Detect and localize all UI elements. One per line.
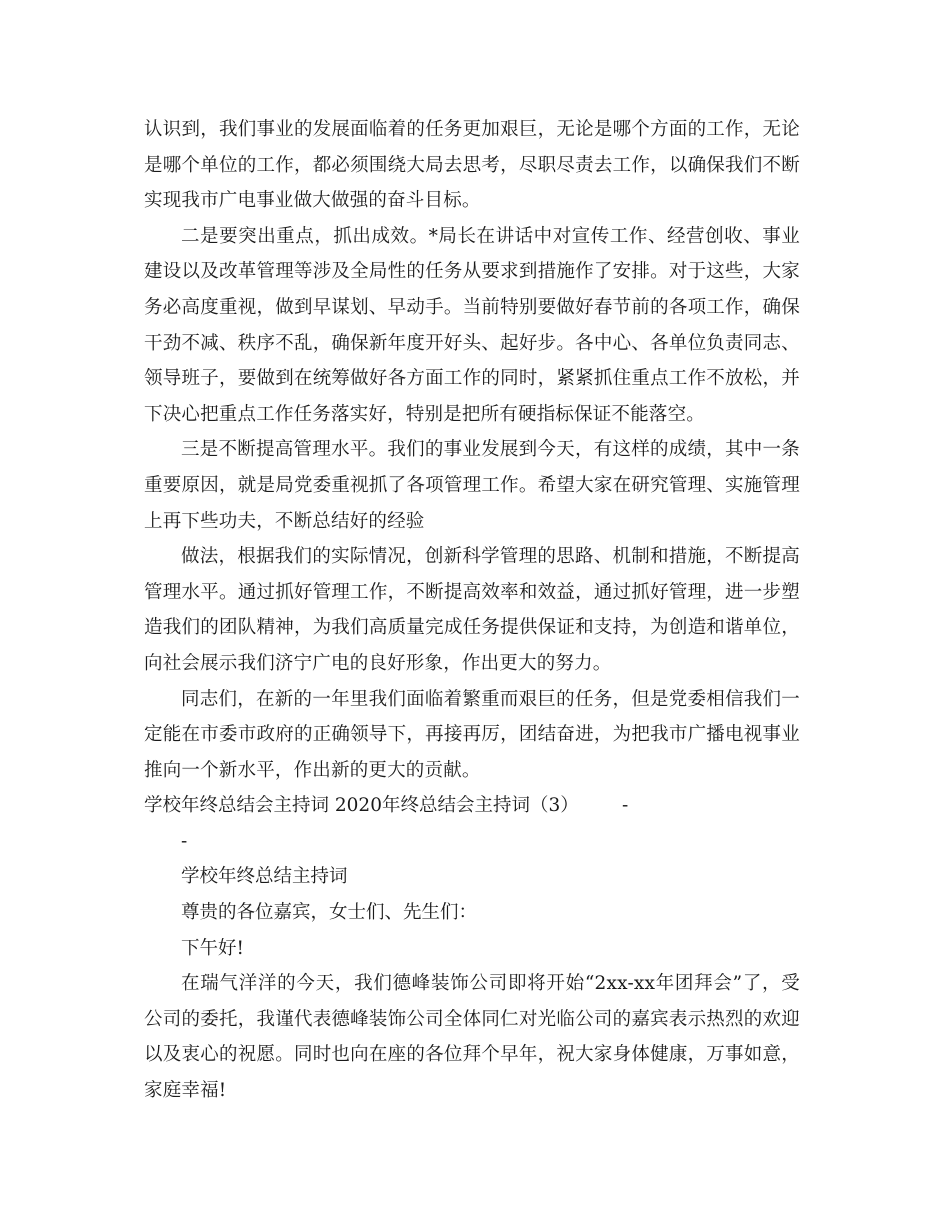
subtitle: 学校年终总结主持词	[181, 866, 348, 888]
paragraph-5: 同志们，在新的一年里我们面临着繁重而艰巨的任务，但是党委相信我们一定能在市委市政府的正确领导下，再接再厉，团结奋进，为把我市广播电视事业推向一个新水平，作出新的更大的贡献。	[144, 688, 800, 781]
document-page	[144, 112, 800, 1109]
greeting: 尊贵的各位嘉宾，女士们、先生们：	[181, 902, 478, 924]
paragraph-4: 做法，根据我们的实际情况，创新科学管理的思路、机制和措施，不断提高管理水平。通过抓好管理工作，不断提高效率和效益，通过抓好管理，进一步塑造我们的团队精神，为我们高质量完成任务提供保证和支持，为创造和谐单位，向社会展示我们济宁广电的良好形象，作出更大的努力。	[144, 546, 800, 674]
final-paragraph: 在瑞气洋洋的今天，我们德峰装饰公司即将开始“2xx-xx年团拜会”了，受公司的委托，我谨代表德峰装饰公司全体同仁对光临公司的嘉宾表示热烈的欢迎以及衷心的祝愿。同时也向在座的各位拜个早年，祝大家身体健康，万事如意，家庭幸福!	[144, 973, 800, 1102]
paragraph-2: 二是要突出重点，抓出成效。*局长在讲话中对宣传工作、经营创收、事业建设以及改革管理等涉及全局性的任务从要求到措施作了安排。对于这些，大家务必高度重视，做到早谋划、早动手。当前特别要做好春节前的各项工作，确保干劲不减、秩序不乱，确保新年度开好头、起好步。各中心、各单位负责同志、领导班子，要做到在统筹做好各方面工作的同时，紧紧抓住重点工作不放松，并下决心把重点工作任务落实好，特别是把所有硬指标保证不能落空。	[144, 225, 800, 425]
heading-dash: -	[622, 795, 629, 817]
paragraph-3: 三是不断提高管理水平。我们的事业发展到今天，有这样的成绩，其中一条重要原因，就是局党委重视抓了各项管理工作。希望大家在研究管理、实施管理上再下些功夫，不断总结好的经验	[144, 439, 800, 532]
afternoon-greeting: 下午好!	[181, 937, 244, 959]
paragraph-1: 认识到，我们事业的发展面临着的任务更加艰巨，无论是哪个方面的工作，无论是哪个单位的工作，都必须围绕大局去思考，尽职尽责去工作，以确保我们不断实现我市广电事业做大做强的奋斗目标。	[144, 119, 800, 212]
section-heading-row	[144, 788, 800, 824]
dash-line: -	[181, 830, 188, 852]
section-heading: 学校年终总结会主持词 2020年终总结会主持词（3）	[144, 795, 579, 817]
